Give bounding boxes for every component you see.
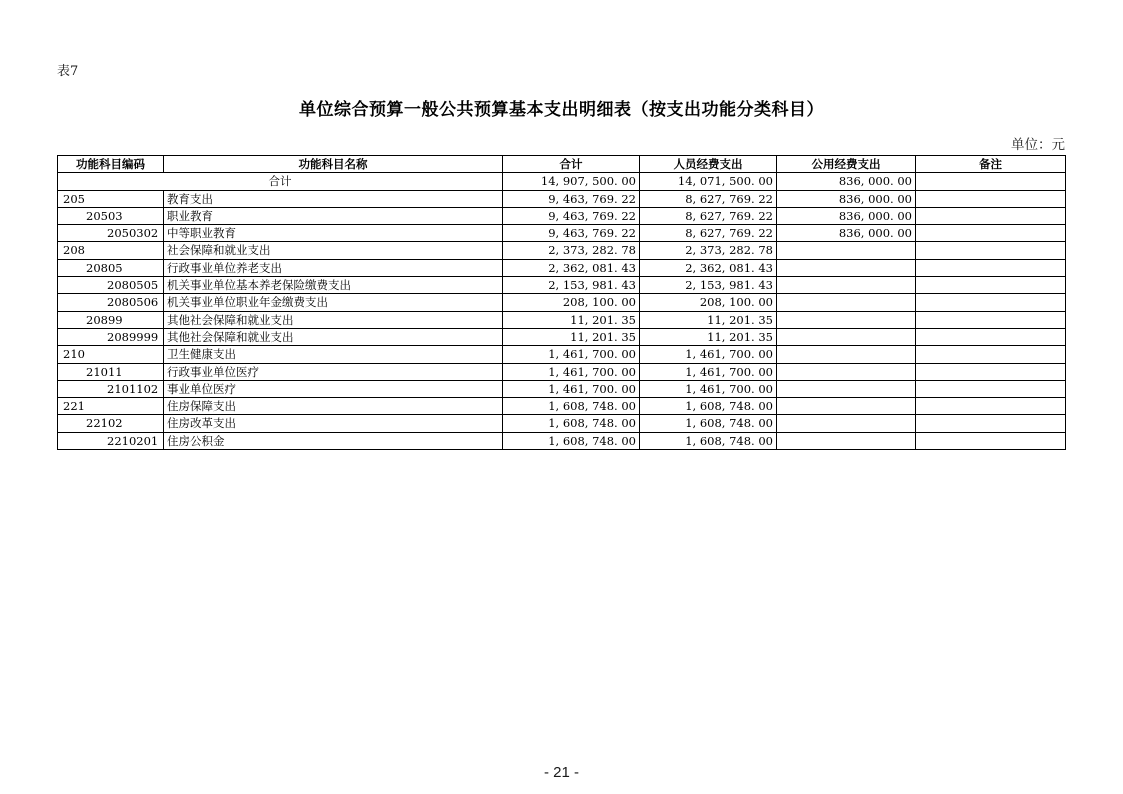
cell-total: 1, 461, 700. 00 (503, 363, 640, 380)
cell-personnel-expense: 1, 608, 748. 00 (640, 432, 777, 449)
table-header-row (58, 156, 1066, 173)
col-header-total: 合计 (503, 156, 640, 173)
cell-function-code: 20503 (58, 207, 164, 224)
cell-function-code: 208 (58, 242, 164, 259)
cell-function-name: 机关事业单位基本养老保险缴费支出 (164, 277, 503, 294)
table-row (58, 225, 1066, 242)
cell-public-expense (777, 432, 916, 449)
cell-function-name: 职业教育 (164, 207, 503, 224)
col-header-personnel-expense: 人员经费支出 (640, 156, 777, 173)
cell-function-code: 20805 (58, 259, 164, 276)
cell-function-name: 住房公积金 (164, 432, 503, 449)
total-row-label: 合计 (58, 173, 503, 190)
cell-total: 1, 608, 748. 00 (503, 432, 640, 449)
cell-personnel-expense: 1, 461, 700. 00 (640, 346, 777, 363)
total-row-public: 836, 000. 00 (777, 173, 916, 190)
cell-remark (916, 328, 1066, 345)
cell-function-code: 21011 (58, 363, 164, 380)
cell-public-expense (777, 277, 916, 294)
total-row-remark (916, 173, 1066, 190)
cell-function-name: 其他社会保障和就业支出 (164, 328, 503, 345)
cell-remark (916, 225, 1066, 242)
cell-total: 1, 608, 748. 00 (503, 415, 640, 432)
table-row (58, 415, 1066, 432)
cell-public-expense (777, 415, 916, 432)
cell-personnel-expense: 1, 461, 700. 00 (640, 363, 777, 380)
table-row (58, 190, 1066, 207)
cell-total: 2, 362, 081. 43 (503, 259, 640, 276)
cell-personnel-expense: 8, 627, 769. 22 (640, 190, 777, 207)
cell-function-name: 教育支出 (164, 190, 503, 207)
cell-personnel-expense: 11, 201. 35 (640, 311, 777, 328)
cell-function-name: 机关事业单位职业年金缴费支出 (164, 294, 503, 311)
cell-total: 11, 201. 35 (503, 311, 640, 328)
cell-personnel-expense: 1, 608, 748. 00 (640, 398, 777, 415)
col-header-function-code: 功能科目编码 (58, 156, 164, 173)
cell-public-expense: 836, 000. 00 (777, 225, 916, 242)
col-header-function-name: 功能科目名称 (164, 156, 503, 173)
cell-public-expense (777, 363, 916, 380)
cell-function-code: 2080505 (58, 277, 164, 294)
unit-label: 单位：元 (1011, 137, 1065, 153)
cell-remark (916, 346, 1066, 363)
total-row-personnel: 14, 071, 500. 00 (640, 173, 777, 190)
cell-public-expense (777, 380, 916, 397)
cell-remark (916, 207, 1066, 224)
cell-personnel-expense: 8, 627, 769. 22 (640, 207, 777, 224)
cell-public-expense (777, 328, 916, 345)
cell-personnel-expense: 2, 373, 282. 78 (640, 242, 777, 259)
cell-personnel-expense: 1, 461, 700. 00 (640, 380, 777, 397)
cell-function-code: 22102 (58, 415, 164, 432)
cell-total: 9, 463, 769. 22 (503, 190, 640, 207)
table-row (58, 432, 1066, 449)
cell-function-name: 住房改革支出 (164, 415, 503, 432)
cell-remark (916, 277, 1066, 294)
cell-function-name: 卫生健康支出 (164, 346, 503, 363)
cell-total: 1, 461, 700. 00 (503, 346, 640, 363)
cell-function-name: 住房保障支出 (164, 398, 503, 415)
cell-total: 2, 373, 282. 78 (503, 242, 640, 259)
page-title: 单位综合预算一般公共预算基本支出明细表（按支出功能分类科目） (299, 100, 824, 120)
col-header-remark: 备注 (916, 156, 1066, 173)
cell-total: 1, 461, 700. 00 (503, 380, 640, 397)
cell-function-code: 2089999 (58, 328, 164, 345)
table-number-label: 表7 (57, 64, 79, 79)
cell-remark (916, 259, 1066, 276)
cell-remark (916, 415, 1066, 432)
cell-remark (916, 190, 1066, 207)
cell-remark (916, 432, 1066, 449)
table-total-row (58, 173, 1066, 190)
cell-remark (916, 311, 1066, 328)
cell-function-name: 社会保障和就业支出 (164, 242, 503, 259)
cell-total: 9, 463, 769. 22 (503, 225, 640, 242)
cell-public-expense (777, 311, 916, 328)
cell-function-name: 行政事业单位医疗 (164, 363, 503, 380)
cell-personnel-expense: 1, 608, 748. 00 (640, 415, 777, 432)
cell-public-expense (777, 242, 916, 259)
table-row (58, 346, 1066, 363)
cell-public-expense (777, 398, 916, 415)
cell-public-expense (777, 259, 916, 276)
cell-remark (916, 294, 1066, 311)
table-row (58, 398, 1066, 415)
cell-function-code: 20899 (58, 311, 164, 328)
cell-function-name: 中等职业教育 (164, 225, 503, 242)
cell-total: 11, 201. 35 (503, 328, 640, 345)
cell-personnel-expense: 2, 362, 081. 43 (640, 259, 777, 276)
table-row (58, 259, 1066, 276)
cell-function-code: 210 (58, 346, 164, 363)
cell-function-code: 205 (58, 190, 164, 207)
table-row (58, 294, 1066, 311)
cell-remark (916, 380, 1066, 397)
table-row (58, 328, 1066, 345)
col-header-public-expense: 公用经费支出 (777, 156, 916, 173)
table-row (58, 207, 1066, 224)
cell-personnel-expense: 8, 627, 769. 22 (640, 225, 777, 242)
cell-function-code: 2210201 (58, 432, 164, 449)
cell-function-code: 2050302 (58, 225, 164, 242)
cell-public-expense (777, 346, 916, 363)
table-row (58, 277, 1066, 294)
cell-function-code: 2080506 (58, 294, 164, 311)
cell-personnel-expense: 2, 153, 981. 43 (640, 277, 777, 294)
cell-public-expense: 836, 000. 00 (777, 207, 916, 224)
cell-function-name: 其他社会保障和就业支出 (164, 311, 503, 328)
cell-remark (916, 363, 1066, 380)
table-row (58, 380, 1066, 397)
cell-total: 9, 463, 769. 22 (503, 207, 640, 224)
table-row (58, 242, 1066, 259)
cell-public-expense: 836, 000. 00 (777, 190, 916, 207)
cell-total: 2, 153, 981. 43 (503, 277, 640, 294)
table-row (58, 311, 1066, 328)
budget-table (57, 155, 1066, 450)
cell-function-name: 事业单位医疗 (164, 380, 503, 397)
page-number: - 21 - (543, 764, 579, 781)
cell-personnel-expense: 11, 201. 35 (640, 328, 777, 345)
cell-total: 208, 100. 00 (503, 294, 640, 311)
cell-personnel-expense: 208, 100. 00 (640, 294, 777, 311)
cell-total: 1, 608, 748. 00 (503, 398, 640, 415)
cell-public-expense (777, 294, 916, 311)
cell-function-name: 行政事业单位养老支出 (164, 259, 503, 276)
total-row-total: 14, 907, 500. 00 (503, 173, 640, 190)
table-row (58, 363, 1066, 380)
cell-remark (916, 398, 1066, 415)
cell-remark (916, 242, 1066, 259)
cell-function-code: 221 (58, 398, 164, 415)
cell-function-code: 2101102 (58, 380, 164, 397)
